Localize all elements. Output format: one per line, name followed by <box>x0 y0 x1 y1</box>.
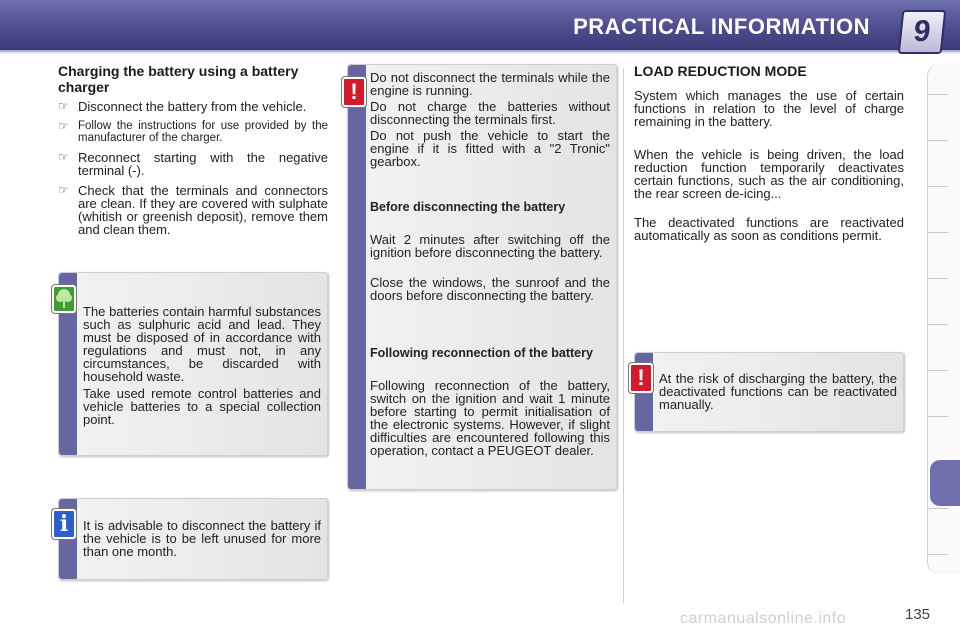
environment-text-1: The batteries contain harmful substances such as sulphuric acid and lead. They must be disposed of in accordance with regulations and must not, in any circumstances, be discarded with household waste. <box>83 304 321 384</box>
tree-icon <box>52 285 76 313</box>
after-reconnection-text: Following reconnection of the battery, switch on the ignition and wait 1 minute before starting to permit initialisation of the electronic systems. However, if slight difficulties are encountered following this operation, contact a PEUGEOT dealer. <box>370 378 610 458</box>
info-box <box>58 498 328 580</box>
tree-icon-graphic <box>54 287 74 311</box>
list-item: ☞ Follow the instructions for use provided by the manufacturer of the charger. <box>58 119 328 144</box>
pointing-hand-icon: ☞ <box>58 150 69 164</box>
chapter-number: 9 <box>898 10 947 54</box>
warning-box-load-reduction <box>634 352 904 432</box>
list-item: ☞ Reconnect starting with the negative terminal (-). <box>58 150 328 178</box>
warning-charging: Do not charge the batteries without disconnecting the terminals first. <box>370 99 610 127</box>
pointing-hand-icon: ☞ <box>58 99 69 113</box>
warning-box-battery <box>347 64 617 490</box>
environment-text-2: Take used remote control batteries and vehicle batteries to a special collection point. <box>83 386 321 427</box>
heading-after-reconnection: Following reconnection of the battery <box>370 346 593 360</box>
info-text: It is advisable to disconnect the battery if the vehicle is to be left unused for more than one month. <box>83 518 321 559</box>
tab-divider <box>928 140 948 141</box>
warning-push-start: Do not push the vehicle to start the engine if it is fitted with a "2 Tronic" gearbox. <box>370 128 610 169</box>
section-heading-load-reduction: LOAD REDUCTION MODE <box>634 63 807 79</box>
box-accent-bar <box>348 65 366 489</box>
tab-divider <box>928 370 948 371</box>
exclamation-icon: ! <box>629 363 653 393</box>
load-reduction-warning: At the risk of discharging the battery, the deactivated functions can be reactivated manually. <box>659 371 897 412</box>
watermark: carmanualsonline.info <box>680 610 847 627</box>
page-number: 135 <box>905 606 931 623</box>
tab-divider <box>928 232 948 233</box>
before-close: Close the windows, the sunroof and the doors before disconnecting the battery. <box>370 275 610 303</box>
tab-divider <box>928 278 948 279</box>
list-item: ☞ Disconnect the battery from the vehicle. <box>58 99 307 114</box>
column-divider <box>623 68 624 603</box>
page-title: PRACTICAL INFORMATION <box>573 14 870 39</box>
charging-steps <box>58 100 328 243</box>
tab-divider <box>928 416 948 417</box>
pointing-hand-icon: ☞ <box>58 119 69 133</box>
tab-divider <box>928 186 948 187</box>
warning-running: Do not disconnect the terminals while the engine is running. <box>370 70 610 98</box>
environment-box <box>58 272 328 456</box>
tab-divider <box>928 508 948 509</box>
load-reduction-driving: When the vehicle is being driven, the load reduction function temporarily deactivates certain functions, such as the air conditioning, the rear screen de-icing... <box>634 147 904 201</box>
before-wait: Wait 2 minutes after switching off the ignition before disconnecting the battery. <box>370 232 610 260</box>
list-item: ☞ Check that the terminals and connectors are clean. If they are covered with sulphate (whitish or greenish deposit), remove them and clean them. <box>58 183 328 237</box>
tab-active-chapter[interactable] <box>930 460 960 506</box>
tab-divider <box>928 554 948 555</box>
exclamation-icon: ! <box>342 77 366 107</box>
heading-before-disconnecting: Before disconnecting the battery <box>370 200 566 214</box>
tab-divider <box>928 94 948 95</box>
pointing-hand-icon: ☞ <box>58 183 69 197</box>
load-reduction-reactivation: The deactivated functions are reactivated automatically as soon as conditions permit. <box>634 215 904 243</box>
section-heading-charging: Charging the battery using a battery charger <box>58 63 299 95</box>
tab-divider <box>928 324 948 325</box>
info-icon: i <box>52 509 76 539</box>
header-shadow <box>0 50 960 54</box>
load-reduction-intro: System which manages the use of certain functions in relation to the level of charge remaining in the battery. <box>634 88 904 129</box>
